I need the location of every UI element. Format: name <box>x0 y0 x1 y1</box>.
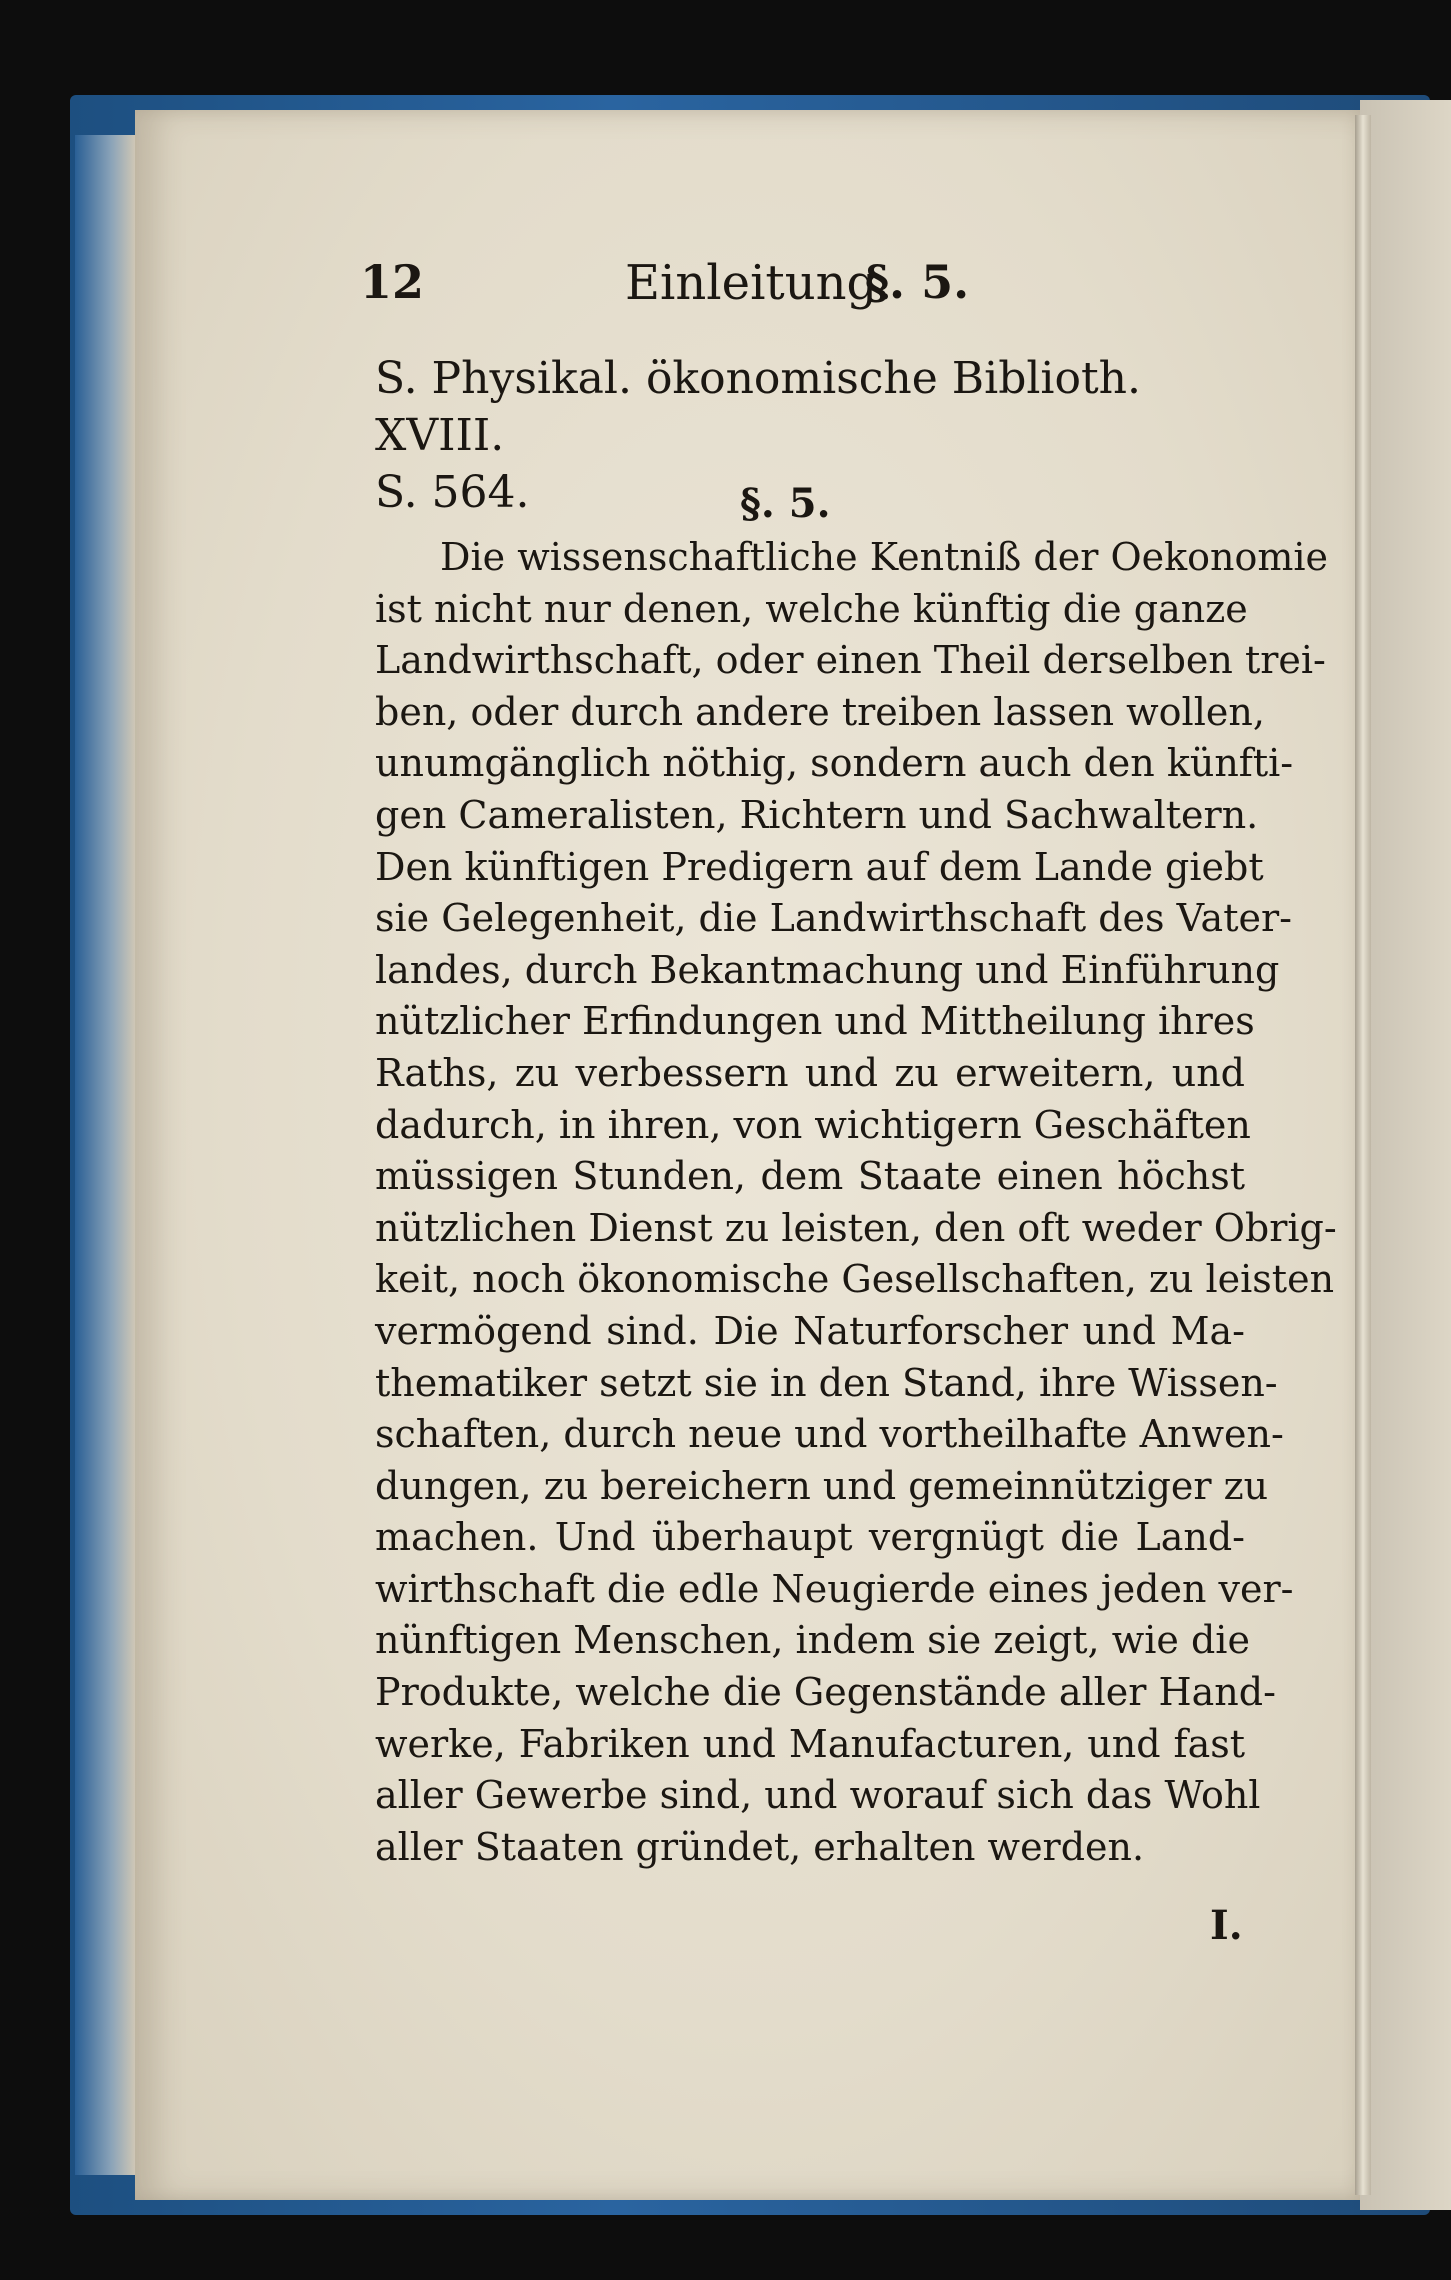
body-line: müssigen Stunden, dem Staate einen höchst <box>375 1154 1245 1199</box>
catchword: I. <box>1210 1902 1243 1949</box>
body-line: thematiker setzt sie in den Stand, ihre Wissen- <box>375 1360 1278 1405</box>
body-line: ben, oder durch andere treiben lassen wollen, <box>375 689 1265 734</box>
body-line: aller Gewerbe sind, und worauf sich das Wohl <box>375 1773 1261 1818</box>
body-line: Produkte, welche die Gegenstände aller Hand- <box>375 1670 1276 1715</box>
section-heading: §. 5. <box>740 480 831 527</box>
running-head-section: §. 5. <box>865 255 970 309</box>
running-head-title: Einleitung. <box>625 255 893 311</box>
body-line: machen. Und überhaupt vergnügt die Land- <box>375 1515 1245 1560</box>
body-line: gen Cameralisten, Richtern und Sachwaltern. <box>375 792 1259 837</box>
body-line: Die wissenschaftliche Kentniß der Oekonomie <box>440 535 1329 579</box>
body-line: dadurch, in ihren, von wichtigern Geschäften <box>375 1102 1251 1147</box>
body-line: Landwirthschaft, oder einen Theil derselben trei- <box>375 638 1326 683</box>
body-line: vermögend sind. Die Naturforscher und Ma- <box>375 1308 1245 1353</box>
body-line: schaften, durch neue und vortheilhafte Anwen- <box>375 1412 1284 1457</box>
running-head <box>360 255 1000 325</box>
body-line: landes, durch Bekantmachung und Einführung <box>375 947 1280 992</box>
body-line: Raths, zu verbessern und zu erweitern, und <box>375 1050 1245 1095</box>
body-line: Den künftigen Predigern auf dem Lande giebt <box>375 844 1264 889</box>
body-text <box>375 532 1337 1873</box>
body-line: nünftigen Menschen, indem sie zeigt, wie die <box>375 1618 1250 1663</box>
page-number: 12 <box>360 255 425 309</box>
body-line: dungen, zu bereichern und gemeinnütziger zu <box>375 1463 1269 1508</box>
body-line: wirthschaft die edle Neugierde eines jeden ver- <box>375 1566 1294 1611</box>
body-line: aller Staaten gründet, erhalten werden. <box>375 1824 1145 1869</box>
body-line: unumgänglich nöthig, sondern auch den künfti- <box>375 741 1294 786</box>
facing-page-edge <box>1360 100 1451 2210</box>
body-line: ist nicht nur denen, welche künftig die ganze <box>375 586 1248 631</box>
footnote-line: S. Physikal. ökonomische Biblioth. XVIII. <box>375 353 1142 461</box>
page-fore-edge <box>1355 115 1371 2195</box>
body-line: nützlicher Erfindungen und Mittheilung ihres <box>375 999 1255 1044</box>
body-line: nützlichen Dienst zu leisten, den oft weder Obrig- <box>375 1205 1337 1250</box>
body-line: werke, Fabriken und Manufacturen, und fast <box>375 1721 1245 1766</box>
body-line: sie Gelegenheit, die Landwirthschaft des Vater- <box>375 896 1292 941</box>
body-line: keit, noch ökonomische Gesellschaften, zu leisten <box>375 1257 1335 1302</box>
footnote-line: S. 564. <box>375 467 530 518</box>
